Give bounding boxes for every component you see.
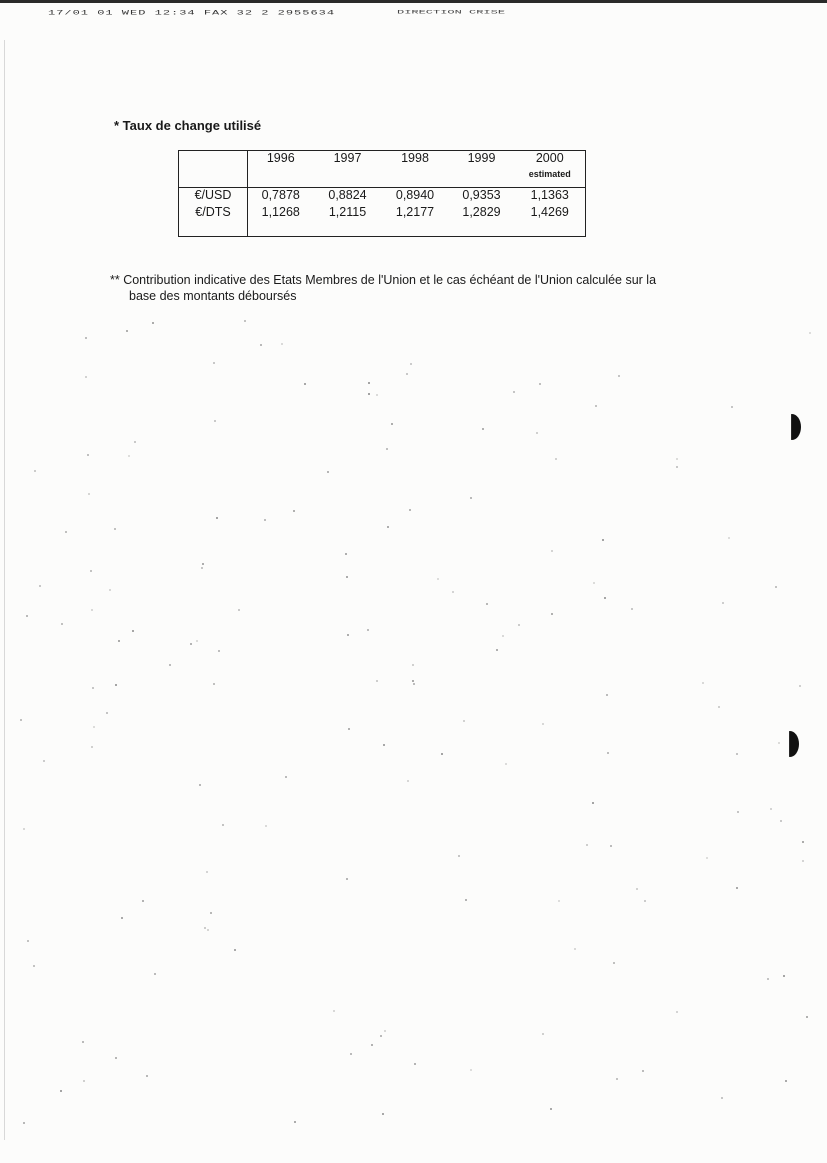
year-header: 1996: [248, 151, 314, 188]
scan-speck: [222, 824, 224, 826]
year-label: 2000: [535, 151, 564, 165]
table-corner-cell: [179, 151, 248, 188]
scan-speck: [83, 1080, 85, 1082]
rate-cell: 1,2115: [328, 205, 367, 219]
punch-hole-shadow: [781, 731, 799, 757]
scan-speck: [706, 857, 708, 859]
scan-speck: [265, 825, 267, 827]
scan-speck: [154, 973, 156, 975]
table-row: [179, 188, 586, 206]
scan-speck: [304, 383, 306, 385]
scan-speck: [409, 509, 411, 511]
scan-speck: [376, 680, 378, 682]
scan-speck: [214, 420, 216, 422]
scan-speck: [518, 624, 520, 626]
scan-speck: [60, 1090, 62, 1092]
scan-speck: [539, 383, 541, 385]
scan-speck: [414, 1063, 416, 1065]
scan-speck: [371, 1044, 373, 1046]
scan-speck: [114, 528, 116, 530]
scan-speck: [412, 680, 414, 682]
scan-speck: [134, 441, 136, 443]
scan-speck: [199, 784, 201, 786]
scan-speck: [346, 576, 348, 578]
scan-speck: [93, 726, 95, 728]
fax-header-left: 17/01 01 WED 12:34 FAX 32 2 2955634: [48, 9, 336, 17]
scan-speck: [736, 887, 738, 889]
scan-speck: [285, 776, 287, 778]
rate-cell: 1,2829: [462, 205, 501, 219]
scan-speck: [802, 860, 804, 862]
scan-speck: [216, 517, 218, 519]
year-header: 1999: [449, 151, 515, 188]
fax-header-right: DIRECTION CRISE: [397, 9, 506, 16]
scan-speck: [115, 1057, 117, 1059]
estimated-note: estimated: [528, 169, 571, 179]
scan-speck: [407, 780, 409, 782]
table-row: [179, 205, 586, 222]
rate-cell: 1,2177: [395, 205, 435, 219]
scan-speck: [558, 900, 560, 902]
rate-cell: 0,9353: [462, 188, 501, 202]
scan-speck: [616, 1078, 618, 1080]
contribution-note: [110, 272, 730, 304]
row-label-dts: €/DTS: [179, 205, 248, 222]
page-edge-line: [4, 40, 5, 1140]
scan-speck: [244, 320, 246, 322]
scan-speck: [33, 965, 35, 967]
scan-speck: [87, 454, 89, 456]
scan-speck: [27, 940, 29, 942]
scan-speck: [642, 1070, 644, 1072]
scan-speck: [213, 362, 215, 364]
scan-speck: [348, 728, 350, 730]
scan-speck: [85, 376, 87, 378]
scan-speck: [676, 466, 678, 468]
scan-speck: [264, 519, 266, 521]
scan-speck: [333, 1010, 335, 1012]
scan-speck: [126, 330, 128, 332]
scan-speck: [382, 1113, 384, 1115]
scan-speck: [210, 912, 212, 914]
scan-speck: [595, 405, 597, 407]
scan-speck: [206, 871, 208, 873]
scan-speck: [806, 1016, 808, 1018]
rate-cell: 1,4269: [530, 205, 569, 219]
scan-speck: [121, 917, 123, 919]
scan-speck: [767, 978, 769, 980]
scan-speck: [536, 432, 538, 434]
scan-speck: [613, 962, 615, 964]
scan-speck: [260, 344, 262, 346]
scan-speck: [368, 393, 370, 395]
scan-speck: [410, 363, 412, 365]
scan-speck: [26, 615, 28, 617]
scan-speck: [542, 1033, 544, 1035]
scan-speck: [347, 634, 349, 636]
scan-speck: [82, 1041, 84, 1043]
scan-speck: [610, 845, 612, 847]
exchange-rate-note: * Taux de change utilisé: [114, 118, 262, 133]
scan-speck: [737, 811, 739, 813]
scan-speck: [23, 1122, 25, 1124]
scan-speck: [281, 343, 283, 345]
scan-speck: [502, 635, 504, 637]
scan-speck: [676, 458, 678, 460]
rate-cell: 1,1268: [261, 205, 300, 219]
rate-cell: 0,7878: [261, 188, 300, 202]
scan-speck: [39, 585, 41, 587]
scan-speck: [413, 683, 415, 685]
year-header: 1997: [314, 151, 382, 188]
scan-speck: [722, 602, 724, 604]
scan-speck: [238, 609, 240, 611]
scan-speck: [367, 629, 369, 631]
scan-speck: [346, 878, 348, 880]
scan-speck: [542, 723, 544, 725]
scan-speck: [728, 537, 730, 539]
contribution-note-line2: base des montants déboursés: [129, 289, 297, 303]
scan-speck: [550, 1108, 552, 1110]
scan-speck: [604, 597, 606, 599]
scan-speck: [152, 322, 154, 324]
scan-speck: [132, 630, 134, 632]
scan-speck: [551, 550, 553, 552]
scan-speck: [785, 1080, 787, 1082]
scan-speck: [631, 608, 633, 610]
scan-speck: [809, 332, 811, 334]
scan-speck: [128, 455, 130, 457]
scan-speck: [463, 720, 465, 722]
punch-hole-shadow: [783, 414, 801, 440]
scan-speck: [207, 929, 209, 931]
scan-speck: [391, 423, 393, 425]
scan-speck: [592, 802, 594, 804]
scan-speck: [799, 685, 801, 687]
scan-speck: [606, 694, 608, 696]
scan-speck: [190, 643, 192, 645]
scan-speck: [118, 640, 120, 642]
scan-speck: [368, 382, 370, 384]
scan-speck: [169, 664, 171, 666]
scan-speck: [780, 820, 782, 822]
scan-speck: [470, 497, 472, 499]
scan-speck: [115, 684, 117, 686]
scan-speck: [65, 531, 67, 533]
scan-speck: [88, 493, 90, 495]
scan-speck: [387, 526, 389, 528]
rate-cell: 0,8940: [395, 188, 435, 202]
scan-speck: [437, 578, 439, 580]
table-padding-row: [179, 222, 586, 237]
scan-speck: [142, 900, 144, 902]
scan-speck: [34, 470, 36, 472]
scan-speck: [676, 1011, 678, 1013]
scan-speck: [109, 589, 111, 591]
scan-speck: [441, 753, 443, 755]
scan-speck: [513, 391, 515, 393]
scan-speck: [202, 563, 204, 565]
rate-cell: 0,8824: [328, 188, 367, 202]
scan-speck: [106, 712, 108, 714]
scan-speck: [376, 394, 378, 396]
scan-speck: [61, 623, 63, 625]
scan-speck: [505, 763, 507, 765]
scan-speck: [91, 746, 93, 748]
scan-speck: [486, 603, 488, 605]
exchange-rate-table: [178, 150, 586, 237]
scan-speck: [593, 582, 595, 584]
scan-speck: [90, 570, 92, 572]
scan-speck: [294, 1121, 296, 1123]
fax-top-rule: [0, 0, 827, 3]
scan-speck: [327, 471, 329, 473]
scan-speck: [618, 375, 620, 377]
scan-speck: [586, 844, 588, 846]
scan-speck: [736, 753, 738, 755]
scan-speck: [555, 458, 557, 460]
scan-speck: [607, 752, 609, 754]
scan-speck: [213, 683, 215, 685]
scan-speck: [386, 448, 388, 450]
scan-speck: [636, 888, 638, 890]
scan-speck: [470, 1069, 472, 1071]
scan-speck: [452, 591, 454, 593]
scan-speck: [406, 373, 408, 375]
scan-speck: [91, 609, 93, 611]
table-header-row: [179, 151, 586, 188]
contribution-note-line1: ** Contribution indicative des Etats Membres de l'Union et le cas échéant de l'Union calculée sur la: [110, 273, 657, 287]
scan-speck: [23, 828, 25, 830]
scan-speck: [146, 1075, 148, 1077]
scan-speck: [412, 664, 414, 666]
scan-speck: [778, 742, 780, 744]
scan-speck: [204, 927, 206, 929]
scan-speck: [293, 510, 295, 512]
scan-speck: [458, 855, 460, 857]
scan-speck: [380, 1035, 382, 1037]
scan-speck: [574, 948, 576, 950]
scan-speck: [496, 649, 498, 651]
scan-speck: [731, 406, 733, 408]
scan-speck: [770, 808, 772, 810]
year-header: 1998: [382, 151, 449, 188]
scan-speck: [465, 899, 467, 901]
scan-speck: [234, 949, 236, 951]
scan-speck: [196, 640, 198, 642]
scan-speck: [802, 841, 804, 843]
scan-speck: [482, 428, 484, 430]
year-header-estimated: [515, 151, 586, 188]
scan-speck: [702, 682, 704, 684]
scan-speck: [345, 553, 347, 555]
scan-speck: [20, 719, 22, 721]
scan-speck: [350, 1053, 352, 1055]
scan-speck: [201, 567, 203, 569]
scan-speck: [383, 744, 385, 746]
scan-speck: [92, 687, 94, 689]
scan-speck: [783, 975, 785, 977]
scan-speck: [218, 650, 220, 652]
scan-speck: [384, 1030, 386, 1032]
scan-speck: [85, 337, 87, 339]
scan-speck: [551, 613, 553, 615]
rate-cell: 1,1363: [530, 188, 569, 202]
scan-speck: [644, 900, 646, 902]
scan-speck: [775, 586, 777, 588]
scan-speck: [721, 1097, 723, 1099]
scan-speck: [718, 706, 720, 708]
row-label-usd: €/USD: [179, 188, 248, 206]
scan-speck: [602, 539, 604, 541]
scan-speck: [43, 760, 45, 762]
